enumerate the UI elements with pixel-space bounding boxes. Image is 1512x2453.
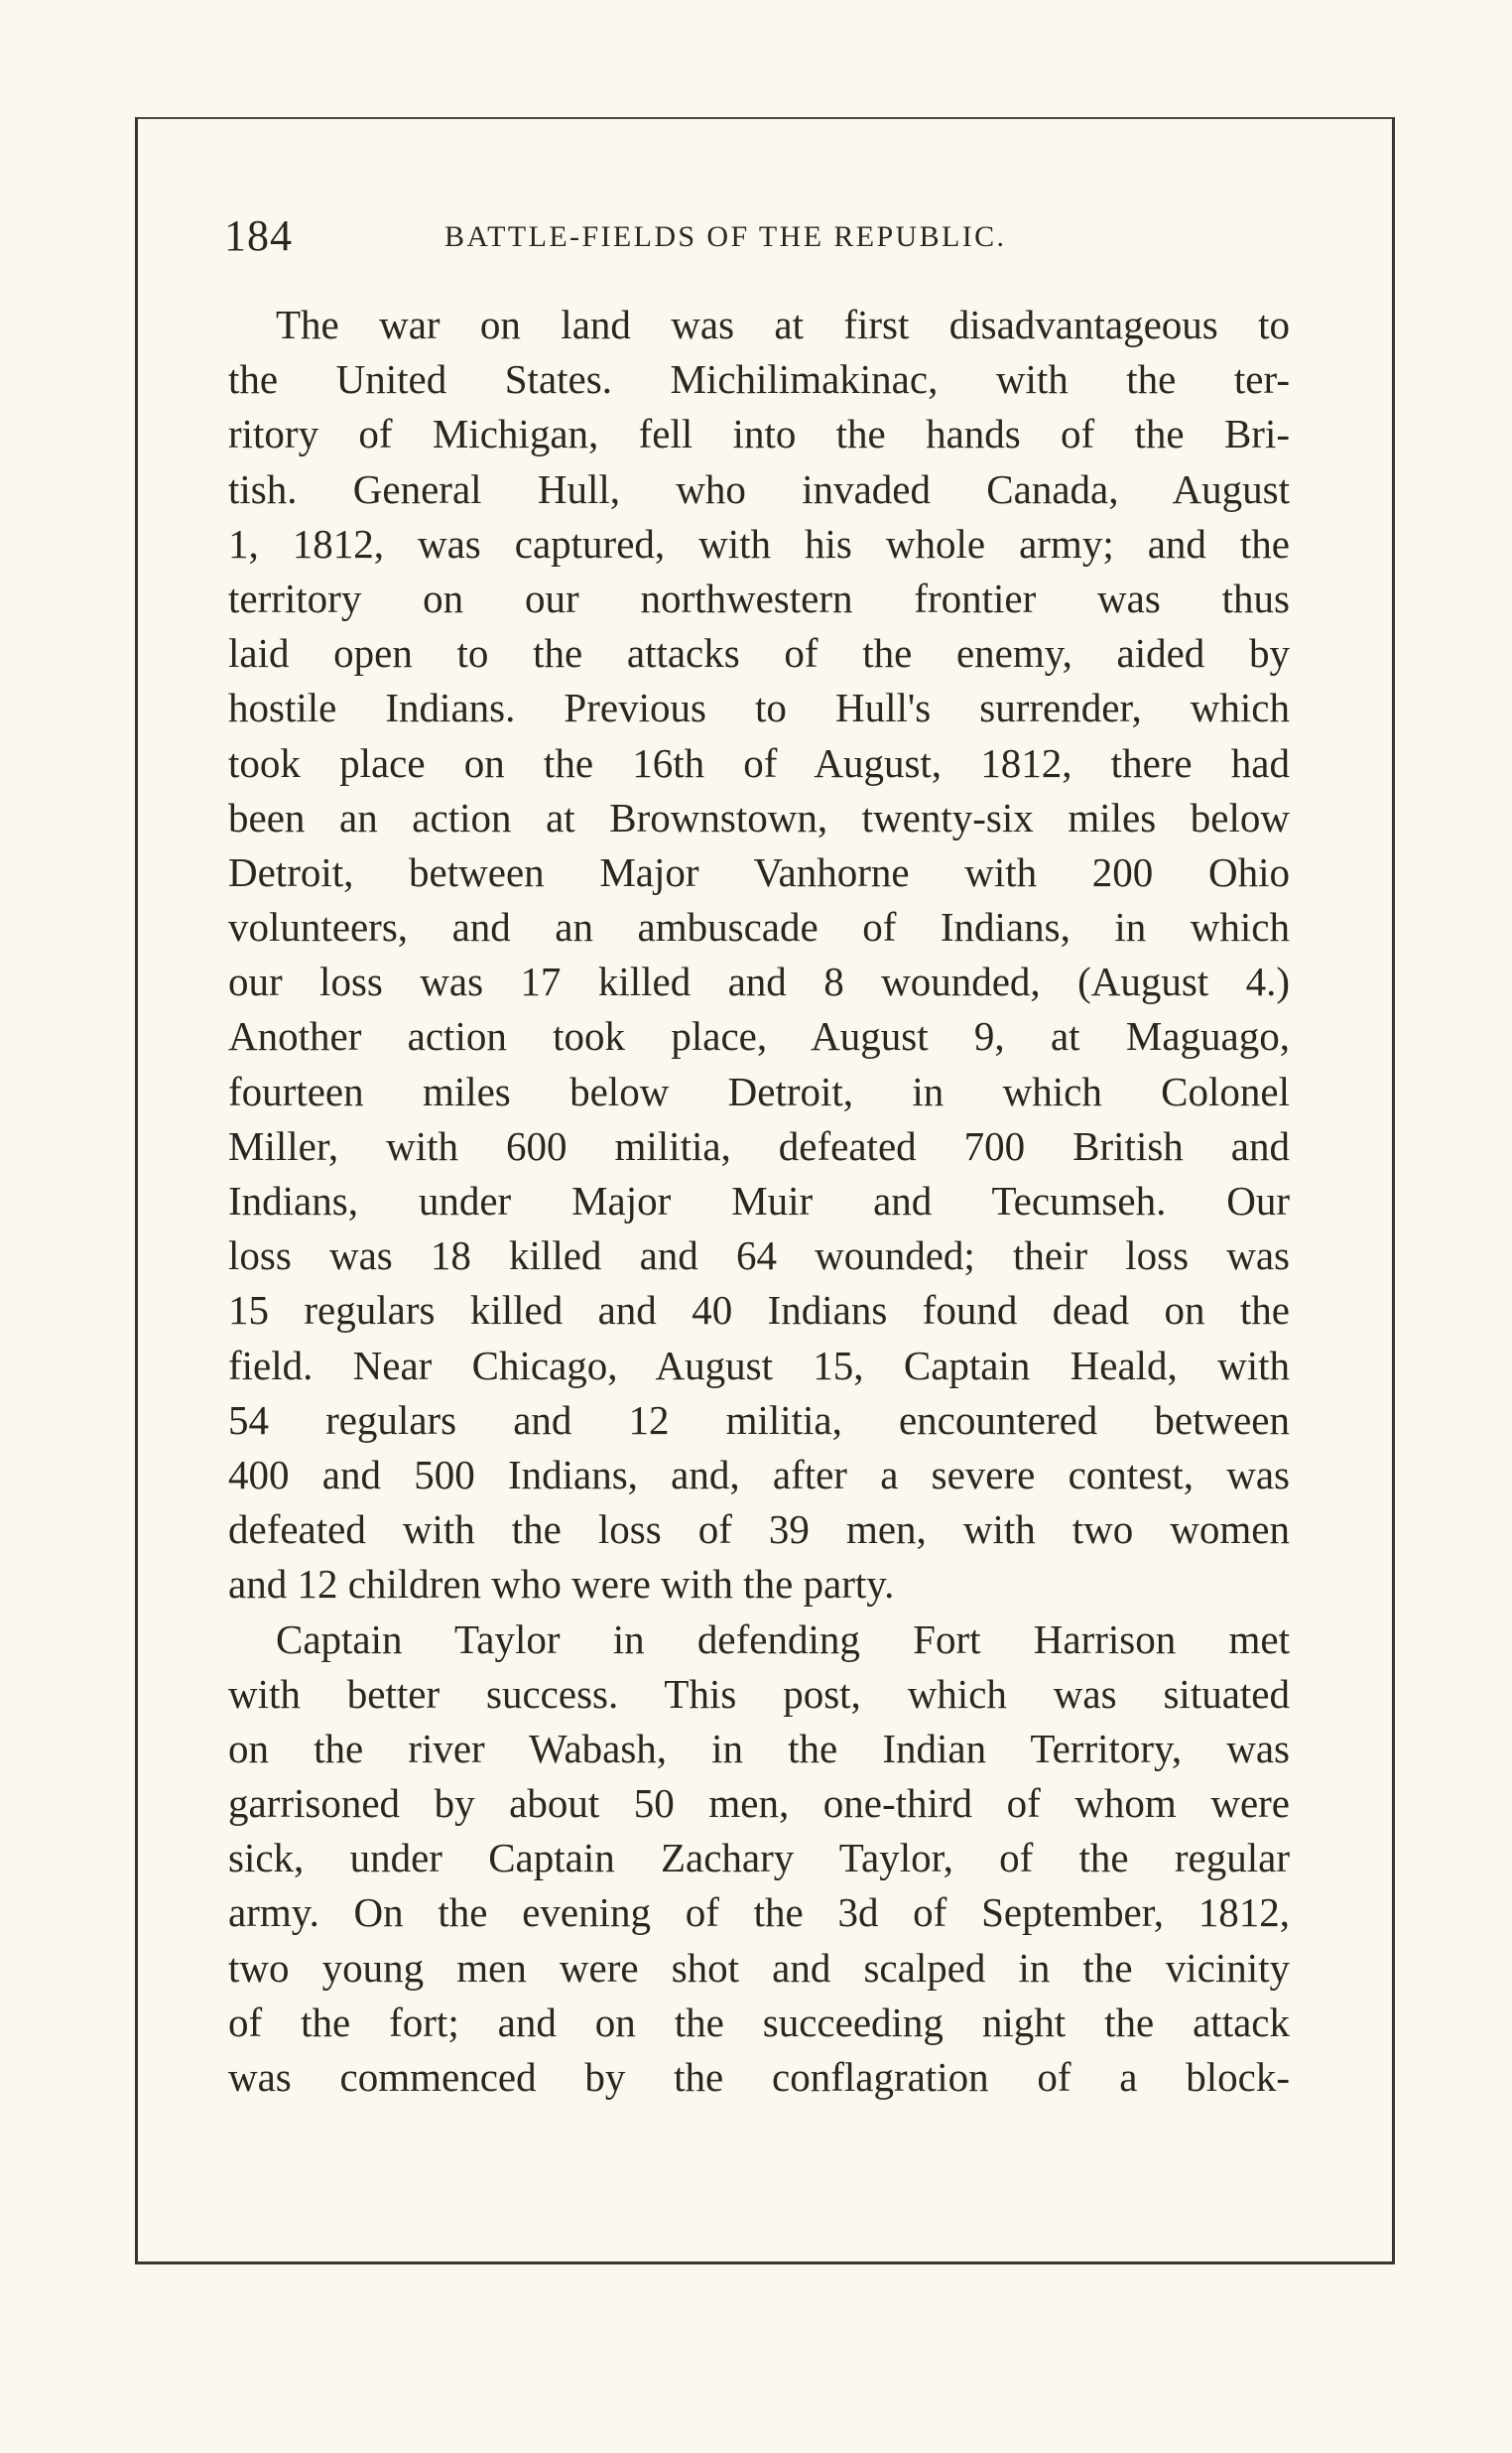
- text-line: been an action at Brownstown, twenty-six miles below: [228, 794, 1290, 840]
- text-line: Indians, under Major Muir and Tecumseh. Our: [228, 1178, 1290, 1224]
- text-line: Detroit, between Major Vanhorne with 200 Ohio: [228, 848, 1290, 895]
- text-line: ritory of Michigan, fell into the hands of the Bri-: [228, 411, 1290, 457]
- text-line: army. On the evening of the 3d of September, 1812,: [228, 1889, 1290, 1936]
- body-text: [228, 298, 1290, 2105]
- text-line: sick, under Captain Zachary Taylor, of the regular: [228, 1835, 1290, 1881]
- text-line: with better success. This post, which was situated: [228, 1670, 1290, 1717]
- text-line: took place on the 16th of August, 1812, there had: [228, 739, 1290, 786]
- text-line: Miller, with 600 militia, defeated 700 British and: [228, 1122, 1290, 1169]
- text-line: our loss was 17 killed and 8 wounded, (August 4.): [228, 959, 1290, 1005]
- text-line: was commenced by the conflagration of a block-: [228, 2054, 1290, 2100]
- text-line: two young men were shot and scalped in the vicinity: [228, 1944, 1290, 1991]
- text-line: The war on land was at first disadvantageous to: [276, 302, 1290, 347]
- text-line: loss was 18 killed and 64 wounded; their loss was: [228, 1232, 1290, 1279]
- text-line: of the fort; and on the succeeding night the attack: [228, 1999, 1290, 2045]
- running-title: BATTLE-FIELDS OF THE REPUBLIC.: [444, 220, 1007, 253]
- text-line: garrisoned by about 50 men, one-third of whom were: [228, 1780, 1290, 1827]
- text-line: the United States. Michilimakinac, with the ter-: [228, 356, 1290, 403]
- paragraph-war-on-land: [228, 298, 1290, 1613]
- text-line: 54 regulars and 12 militia, encountered between: [228, 1396, 1290, 1443]
- text-line: Captain Taylor in defending Fort Harrison met: [276, 1615, 1290, 1662]
- text-line: territory on our northwestern frontier was thus: [228, 575, 1290, 621]
- text-line: field. Near Chicago, August 15, Captain Heald, with: [228, 1342, 1290, 1388]
- text-line: 400 and 500 Indians, and, after a severe contest, was: [228, 1451, 1290, 1497]
- text-line: 15 regulars killed and 40 Indians found dead on the: [228, 1287, 1290, 1334]
- text-line: volunteers, and an ambuscade of Indians, in which: [228, 904, 1290, 951]
- text-line: defeated with the loss of 39 men, with two women: [228, 1506, 1290, 1553]
- text-line: on the river Wabash, in the Indian Territory, was: [228, 1725, 1290, 1771]
- paragraph-fort-harrison: [228, 1613, 1290, 2106]
- text-line: laid open to the attacks of the enemy, aided by: [228, 630, 1290, 677]
- text-line: hostile Indians. Previous to Hull's surrender, which: [228, 685, 1290, 731]
- text-line: and 12 children who were with the party.: [228, 1561, 895, 1608]
- text-line: 1, 1812, was captured, with his whole army; and the: [228, 520, 1290, 567]
- text-line: tish. General Hull, who invaded Canada, August: [228, 465, 1290, 512]
- text-line: fourteen miles below Detroit, in which Colonel: [228, 1068, 1290, 1114]
- page-number: 184: [224, 211, 293, 260]
- running-head: [224, 206, 1296, 266]
- text-line: Another action took place, August 9, at Maguago,: [228, 1013, 1290, 1060]
